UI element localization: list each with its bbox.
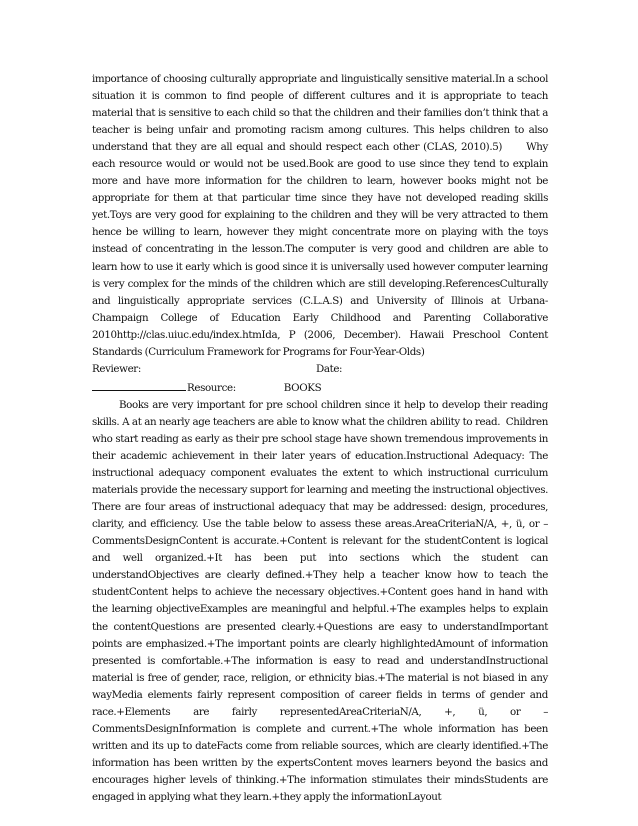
document-page (92, 71, 548, 806)
reviewer-date-line (92, 361, 548, 378)
blank-underline (92, 378, 186, 391)
reviewer-label: Reviewer: (92, 362, 141, 375)
body-paragraph: importance of choosing culturally appropriate and linguistically sensitive material.In a school situation it is common to find people of different cultures and it is appropriate to teach material that is sensitive to each child so that the children and their families don’t think that a teacher is being unfair and promoting racism among cultures. This helps children to also understand that they are all equal and should respect each other (CLAS, 2010).5) Why each resource would or would not be used.Book are good to use since they tend to explain more and have more information for the children to learn, however books might not be appropriate for them at that particular time since they have not developed reading skills yet.Toys are very good for explaining to the children and they will be very attracted to them hence be willing to learn, however they might concentrate more on playing with the toys instead of concentrating in the lesson.The computer is very good and children are able to learn how to use it early which is good since it is universally used however computer learning is very complex for the minds of the children which are still developing.ReferencesCulturally and linguistically appropriate services (C.L.A.S) and University of Illinois at Urbana-Champaign College of Education Early Childhood and Parenting Collaborative 2010http://clas.uiuc.edu/index.htmIda, P (2006, December). Hawaii Preschool Content Standards (Curriculum Framework for Programs for Four-Year-Olds) (92, 73, 548, 358)
resource-value: BOOKS (283, 381, 322, 394)
date-label: Date: (315, 362, 343, 375)
body-paragraph: Books are very important for pre school children since it help to develop their reading skills. A at an nearly age teachers are able to know what the children ability to read. Children who start reading as early as their pre school stage have shown tremendous improvements in their academic achievement in their later years of education.Instructional Adequacy: The instructional adequacy component evaluates the extent to which instructional curriculum materials provide the necessary support for learning and meeting the instructional objectives. There are four areas of instructional adequacy that may be addressed: design, procedures, clarity, and efficiency. Use the table below to assess these areas.AreaCriteriaN/A, +, ü, or – CommentsDesignContent is accurate.+Content is relevant for the studentContent is logical and well organized.+It has been put into sections which the student can understandObjectives are clearly defined.+They help a teacher know how to teach the studentContent helps to achieve the necessary objectives.+Content goes hand in hand with the learning objectiveExamples are meaningful and helpful.+The examples helps to explain the contentQuestions are presented clearly.+Questions are easy to understandImportant points are emphasized.+The important points are clearly highlightedAmount of information presented is comfortable.+The information is easy to read and understandInstructional material is free of gender, race, religion, or ethnicity bias.+The material is not biased in any wayMedia elements fairly represent composition of career fields in terms of gender and race.+Elements are fairly representedAreaCriteriaN/A, +, ü, or – CommentsDesignInformation is complete and current.+The whole information has been written and its up to dateFacts come from reliable sources, which are clearly identified.+The information has been written by the expertsContent moves learners beyond the basics and encourages higher levels of thinking.+The information stimulates their mindsStudents are engaged in applying what they learn.+they apply the informationLayout (92, 398, 548, 803)
resource-line (92, 378, 548, 397)
resource-label: Resource: (187, 381, 236, 394)
